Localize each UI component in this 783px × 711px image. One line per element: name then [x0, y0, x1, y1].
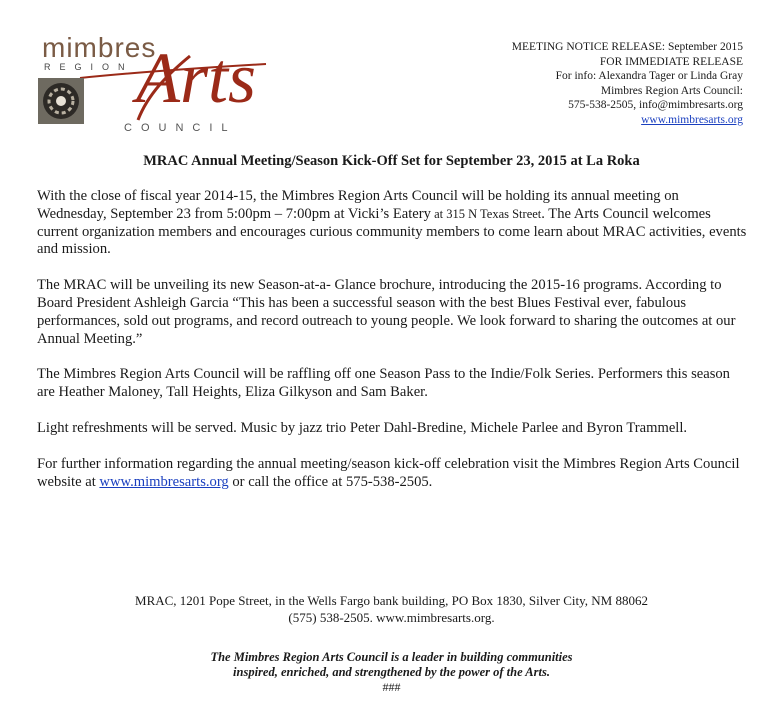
mission-tagline	[0, 650, 783, 680]
paragraph-text: For further information regarding the annual meeting/season kick-off celebration visit the Mimbres Region Arts Council website at	[37, 455, 740, 490]
logo-council-text: COUNCIL	[124, 122, 237, 134]
tagline-line: The Mimbres Region Arts Council is a leader in building communities	[210, 650, 573, 664]
notice-line: Mimbres Region Arts Council:	[600, 84, 743, 97]
spiral-emblem-icon	[38, 78, 84, 124]
notice-line: MEETING NOTICE RELEASE: September 2015	[511, 41, 743, 53]
paragraph	[37, 188, 749, 259]
logo-mimbres-text: mimbres	[42, 32, 157, 63]
logo-arts-text: Arts	[136, 38, 257, 118]
footer-address	[0, 592, 783, 626]
contact-line: (575) 538-2505. www.mimbresarts.org.	[288, 610, 495, 625]
website-link[interactable]: www.mimbresarts.org	[641, 113, 743, 126]
address-line: MRAC, 1201 Pope Street, in the Wells Fargo bank building, PO Box 1830, Silver City, NM 88062	[135, 593, 648, 608]
paragraph: The MRAC will be unveiling its new Season-at-a- Glance brochure, introducing the 2015-16 programs. According to Board President Ashleigh Garcia “This has been a successful season with the best Blues Festival ever, fabulous performances, sold out programs, and record outreach to young people. We look forward to sharing the outcomes at our Annual Meeting.”	[37, 277, 736, 347]
notice-line: For info: Alexandra Tager or Linda Gray	[555, 70, 743, 82]
release-notice	[512, 40, 743, 127]
end-marker: ###	[382, 680, 401, 694]
press-release-body	[37, 188, 749, 509]
address-text: at 315 N Texas Street	[430, 206, 542, 221]
paragraph: The Mimbres Region Arts Council will be raffling off one Season Pass to the Indie/Folk Series. Performers this season are Heather Maloney, Tall Heights, Eliza Gilkyson and Sam Baker.	[37, 366, 730, 401]
paragraph-text: With the close of fiscal year 2014-15, the Mimbres Region Arts Council will be holding its annual meeting on Wednesday, September 23 from 5:00pm – 7:00pm at Vicki’s Eatery	[37, 188, 679, 222]
paragraph: Light refreshments will be served. Music by jazz trio Peter Dahl-Bredine, Michele Parlee and Byron Trammell.	[37, 419, 688, 436]
website-link[interactable]: www.mimbresarts.org	[99, 473, 229, 490]
logo-region-text: REGION	[44, 62, 134, 72]
paragraph-text: or call the office at 575-538-2505.	[228, 473, 433, 490]
notice-line: 575-538-2505, info@mimbresarts.org	[568, 99, 743, 111]
tagline-line: inspired, enriched, and strengthened by the power of the Arts.	[233, 665, 550, 679]
headline: MRAC Annual Meeting/Season Kick-Off Set for September 23, 2015 at La Roka	[143, 153, 640, 169]
mrac-logo	[38, 34, 268, 144]
paragraph-text: . The Arts Council welcomes current organization members and encourages curious community members to come learn about MRAC activities, events and mission.	[37, 205, 747, 258]
paragraph	[37, 456, 749, 492]
notice-line: FOR IMMEDIATE RELEASE	[599, 55, 743, 68]
